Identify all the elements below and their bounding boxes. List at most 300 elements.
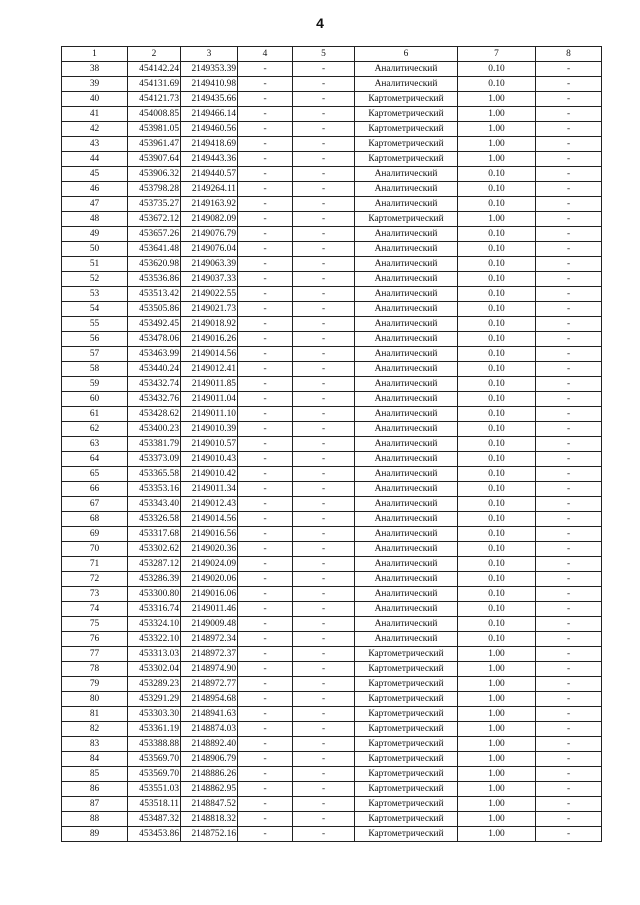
- y-coordinate-cell: 2149443.36: [181, 152, 238, 167]
- table-row: [62, 212, 602, 227]
- accuracy-cell: 0.10: [458, 632, 536, 647]
- col4-cell: -: [238, 707, 293, 722]
- col4-cell: -: [238, 257, 293, 272]
- x-coordinate-cell: 453353.16: [128, 482, 181, 497]
- col8-cell: -: [536, 737, 602, 752]
- table-row: [62, 482, 602, 497]
- method-cell: Картометрический: [355, 737, 458, 752]
- method-cell: Аналитический: [355, 362, 458, 377]
- col5-cell: -: [293, 662, 355, 677]
- y-coordinate-cell: 2149021.73: [181, 302, 238, 317]
- accuracy-cell: 1.00: [458, 797, 536, 812]
- accuracy-cell: 0.10: [458, 62, 536, 77]
- method-cell: Аналитический: [355, 542, 458, 557]
- col5-cell: -: [293, 302, 355, 317]
- col8-cell: -: [536, 107, 602, 122]
- point-number-cell: 84: [62, 752, 128, 767]
- point-number-cell: 62: [62, 422, 128, 437]
- col5-cell: -: [293, 107, 355, 122]
- y-coordinate-cell: 2148972.37: [181, 647, 238, 662]
- y-coordinate-cell: 2149011.46: [181, 602, 238, 617]
- col5-cell: -: [293, 482, 355, 497]
- y-coordinate-cell: 2149353.39: [181, 62, 238, 77]
- accuracy-cell: 0.10: [458, 392, 536, 407]
- accuracy-cell: 0.10: [458, 587, 536, 602]
- col8-cell: -: [536, 317, 602, 332]
- y-coordinate-cell: 2149024.09: [181, 557, 238, 572]
- col4-cell: -: [238, 632, 293, 647]
- col4-cell: -: [238, 77, 293, 92]
- x-coordinate-cell: 453551.03: [128, 782, 181, 797]
- accuracy-cell: 0.10: [458, 287, 536, 302]
- y-coordinate-cell: 2149418.69: [181, 137, 238, 152]
- y-coordinate-cell: 2149440.57: [181, 167, 238, 182]
- y-coordinate-cell: 2149163.92: [181, 197, 238, 212]
- col4-cell: -: [238, 602, 293, 617]
- point-number-cell: 79: [62, 677, 128, 692]
- col5-cell: -: [293, 557, 355, 572]
- point-number-cell: 40: [62, 92, 128, 107]
- col8-cell: -: [536, 167, 602, 182]
- x-coordinate-cell: 453492.45: [128, 317, 181, 332]
- accuracy-cell: 1.00: [458, 707, 536, 722]
- x-coordinate-cell: 453463.99: [128, 347, 181, 362]
- method-cell: Аналитический: [355, 482, 458, 497]
- point-number-cell: 50: [62, 242, 128, 257]
- method-cell: Аналитический: [355, 227, 458, 242]
- point-number-cell: 39: [62, 77, 128, 92]
- col5-cell: -: [293, 602, 355, 617]
- accuracy-cell: 0.10: [458, 272, 536, 287]
- table-row: [62, 62, 602, 77]
- table-row: [62, 752, 602, 767]
- col8-cell: -: [536, 812, 602, 827]
- method-cell: Картометрический: [355, 92, 458, 107]
- method-cell: Аналитический: [355, 527, 458, 542]
- table-row: [62, 242, 602, 257]
- col5-cell: -: [293, 572, 355, 587]
- accuracy-cell: 0.10: [458, 452, 536, 467]
- y-coordinate-cell: 2148818.32: [181, 812, 238, 827]
- method-cell: Аналитический: [355, 437, 458, 452]
- col8-cell: -: [536, 647, 602, 662]
- table-row: [62, 227, 602, 242]
- table-row: [62, 182, 602, 197]
- col5-cell: -: [293, 497, 355, 512]
- col4-cell: -: [238, 662, 293, 677]
- point-number-cell: 43: [62, 137, 128, 152]
- y-coordinate-cell: 2149022.55: [181, 287, 238, 302]
- accuracy-cell: 0.10: [458, 257, 536, 272]
- accuracy-cell: 1.00: [458, 662, 536, 677]
- method-cell: Картометрический: [355, 107, 458, 122]
- y-coordinate-cell: 2148847.52: [181, 797, 238, 812]
- table-row: [62, 77, 602, 92]
- col8-cell: -: [536, 617, 602, 632]
- x-coordinate-cell: 453343.40: [128, 497, 181, 512]
- col4-cell: -: [238, 737, 293, 752]
- point-number-cell: 38: [62, 62, 128, 77]
- column-header-4: 4: [238, 47, 293, 62]
- x-coordinate-cell: 454008.85: [128, 107, 181, 122]
- point-number-cell: 69: [62, 527, 128, 542]
- x-coordinate-cell: 453620.98: [128, 257, 181, 272]
- col5-cell: -: [293, 407, 355, 422]
- point-number-cell: 82: [62, 722, 128, 737]
- x-coordinate-cell: 453302.04: [128, 662, 181, 677]
- col4-cell: -: [238, 212, 293, 227]
- point-number-cell: 59: [62, 377, 128, 392]
- col4-cell: -: [238, 797, 293, 812]
- col8-cell: -: [536, 62, 602, 77]
- table-row: [62, 617, 602, 632]
- col5-cell: -: [293, 137, 355, 152]
- y-coordinate-cell: 2149014.56: [181, 512, 238, 527]
- col4-cell: -: [238, 317, 293, 332]
- col5-cell: -: [293, 212, 355, 227]
- table-row: [62, 422, 602, 437]
- table-row: [62, 602, 602, 617]
- table-row: [62, 572, 602, 587]
- col8-cell: -: [536, 467, 602, 482]
- col4-cell: -: [238, 467, 293, 482]
- table-row: [62, 827, 602, 842]
- accuracy-cell: 1.00: [458, 647, 536, 662]
- x-coordinate-cell: 453365.58: [128, 467, 181, 482]
- method-cell: Картометрический: [355, 152, 458, 167]
- col8-cell: -: [536, 827, 602, 842]
- accuracy-cell: 0.10: [458, 317, 536, 332]
- method-cell: Аналитический: [355, 572, 458, 587]
- accuracy-cell: 0.10: [458, 437, 536, 452]
- col8-cell: -: [536, 527, 602, 542]
- col4-cell: -: [238, 677, 293, 692]
- point-number-cell: 86: [62, 782, 128, 797]
- col5-cell: -: [293, 542, 355, 557]
- table-row: [62, 782, 602, 797]
- x-coordinate-cell: 453907.64: [128, 152, 181, 167]
- point-number-cell: 88: [62, 812, 128, 827]
- table-row: [62, 332, 602, 347]
- y-coordinate-cell: 2149264.11: [181, 182, 238, 197]
- x-coordinate-cell: 453432.74: [128, 377, 181, 392]
- method-cell: Картометрический: [355, 212, 458, 227]
- point-number-cell: 67: [62, 497, 128, 512]
- method-cell: Аналитический: [355, 407, 458, 422]
- y-coordinate-cell: 2149063.39: [181, 257, 238, 272]
- x-coordinate-cell: 453569.70: [128, 752, 181, 767]
- col5-cell: -: [293, 197, 355, 212]
- col8-cell: -: [536, 332, 602, 347]
- table-row: [62, 662, 602, 677]
- point-number-cell: 80: [62, 692, 128, 707]
- col8-cell: -: [536, 482, 602, 497]
- accuracy-cell: 0.10: [458, 542, 536, 557]
- point-number-cell: 49: [62, 227, 128, 242]
- col8-cell: -: [536, 122, 602, 137]
- col5-cell: -: [293, 722, 355, 737]
- col8-cell: -: [536, 197, 602, 212]
- table-row: [62, 797, 602, 812]
- y-coordinate-cell: 2149018.92: [181, 317, 238, 332]
- method-cell: Картометрический: [355, 677, 458, 692]
- col8-cell: -: [536, 377, 602, 392]
- col5-cell: -: [293, 797, 355, 812]
- col4-cell: -: [238, 92, 293, 107]
- method-cell: Аналитический: [355, 557, 458, 572]
- x-coordinate-cell: 453672.12: [128, 212, 181, 227]
- col5-cell: -: [293, 122, 355, 137]
- method-cell: Аналитический: [355, 587, 458, 602]
- col8-cell: -: [536, 362, 602, 377]
- col4-cell: -: [238, 122, 293, 137]
- y-coordinate-cell: 2149011.04: [181, 392, 238, 407]
- y-coordinate-cell: 2149410.98: [181, 77, 238, 92]
- x-coordinate-cell: 453657.26: [128, 227, 181, 242]
- y-coordinate-cell: 2149460.56: [181, 122, 238, 137]
- col5-cell: -: [293, 347, 355, 362]
- y-coordinate-cell: 2149010.57: [181, 437, 238, 452]
- point-number-cell: 58: [62, 362, 128, 377]
- table-row: [62, 392, 602, 407]
- accuracy-cell: 1.00: [458, 92, 536, 107]
- col4-cell: -: [238, 527, 293, 542]
- col4-cell: -: [238, 692, 293, 707]
- method-cell: Картометрический: [355, 752, 458, 767]
- col4-cell: -: [238, 572, 293, 587]
- table-row: [62, 272, 602, 287]
- method-cell: Аналитический: [355, 602, 458, 617]
- col5-cell: -: [293, 707, 355, 722]
- y-coordinate-cell: 2149011.34: [181, 482, 238, 497]
- y-coordinate-cell: 2148752.16: [181, 827, 238, 842]
- col8-cell: -: [536, 302, 602, 317]
- y-coordinate-cell: 2148972.77: [181, 677, 238, 692]
- col4-cell: -: [238, 197, 293, 212]
- y-coordinate-cell: 2149076.79: [181, 227, 238, 242]
- col4-cell: -: [238, 542, 293, 557]
- col5-cell: -: [293, 92, 355, 107]
- col5-cell: -: [293, 257, 355, 272]
- accuracy-cell: 0.10: [458, 182, 536, 197]
- y-coordinate-cell: 2149009.48: [181, 617, 238, 632]
- accuracy-cell: 0.10: [458, 527, 536, 542]
- y-coordinate-cell: 2149010.43: [181, 452, 238, 467]
- accuracy-cell: 1.00: [458, 107, 536, 122]
- col8-cell: -: [536, 182, 602, 197]
- table-row: [62, 692, 602, 707]
- method-cell: Аналитический: [355, 257, 458, 272]
- col5-cell: -: [293, 677, 355, 692]
- y-coordinate-cell: 2149010.42: [181, 467, 238, 482]
- y-coordinate-cell: 2148954.68: [181, 692, 238, 707]
- method-cell: Аналитический: [355, 512, 458, 527]
- accuracy-cell: 0.10: [458, 377, 536, 392]
- x-coordinate-cell: 454121.73: [128, 92, 181, 107]
- x-coordinate-cell: 453302.62: [128, 542, 181, 557]
- point-number-cell: 55: [62, 317, 128, 332]
- table-row: [62, 347, 602, 362]
- col4-cell: -: [238, 452, 293, 467]
- col4-cell: -: [238, 722, 293, 737]
- y-coordinate-cell: 2148972.34: [181, 632, 238, 647]
- y-coordinate-cell: 2149020.36: [181, 542, 238, 557]
- method-cell: Аналитический: [355, 317, 458, 332]
- y-coordinate-cell: 2148886.26: [181, 767, 238, 782]
- col8-cell: -: [536, 212, 602, 227]
- point-number-cell: 61: [62, 407, 128, 422]
- table-row: [62, 557, 602, 572]
- table-row: [62, 137, 602, 152]
- column-header-1: 1: [62, 47, 128, 62]
- col5-cell: -: [293, 587, 355, 602]
- col5-cell: -: [293, 272, 355, 287]
- method-cell: Аналитический: [355, 197, 458, 212]
- col8-cell: -: [536, 257, 602, 272]
- accuracy-cell: 1.00: [458, 722, 536, 737]
- accuracy-cell: 1.00: [458, 692, 536, 707]
- method-cell: Картометрический: [355, 722, 458, 737]
- accuracy-cell: 0.10: [458, 482, 536, 497]
- method-cell: Аналитический: [355, 332, 458, 347]
- accuracy-cell: 0.10: [458, 407, 536, 422]
- x-coordinate-cell: 453373.09: [128, 452, 181, 467]
- table-row: [62, 497, 602, 512]
- point-number-cell: 78: [62, 662, 128, 677]
- method-cell: Картометрический: [355, 797, 458, 812]
- point-number-cell: 70: [62, 542, 128, 557]
- point-number-cell: 60: [62, 392, 128, 407]
- point-number-cell: 72: [62, 572, 128, 587]
- col8-cell: -: [536, 272, 602, 287]
- table-row: [62, 287, 602, 302]
- col4-cell: -: [238, 362, 293, 377]
- point-number-cell: 65: [62, 467, 128, 482]
- accuracy-cell: 1.00: [458, 752, 536, 767]
- method-cell: Аналитический: [355, 62, 458, 77]
- accuracy-cell: 0.10: [458, 332, 536, 347]
- x-coordinate-cell: 453432.76: [128, 392, 181, 407]
- accuracy-cell: 1.00: [458, 782, 536, 797]
- method-cell: Картометрический: [355, 122, 458, 137]
- point-number-cell: 74: [62, 602, 128, 617]
- col4-cell: -: [238, 407, 293, 422]
- table-row: [62, 542, 602, 557]
- point-number-cell: 76: [62, 632, 128, 647]
- col4-cell: -: [238, 287, 293, 302]
- accuracy-cell: 0.10: [458, 572, 536, 587]
- point-number-cell: 66: [62, 482, 128, 497]
- col5-cell: -: [293, 422, 355, 437]
- x-coordinate-cell: 453536.86: [128, 272, 181, 287]
- col8-cell: -: [536, 512, 602, 527]
- table-row: [62, 302, 602, 317]
- point-number-cell: 64: [62, 452, 128, 467]
- x-coordinate-cell: 453291.29: [128, 692, 181, 707]
- col4-cell: -: [238, 347, 293, 362]
- accuracy-cell: 1.00: [458, 737, 536, 752]
- point-number-cell: 47: [62, 197, 128, 212]
- col5-cell: -: [293, 152, 355, 167]
- accuracy-cell: 0.10: [458, 197, 536, 212]
- col8-cell: -: [536, 797, 602, 812]
- col5-cell: -: [293, 467, 355, 482]
- point-number-cell: 57: [62, 347, 128, 362]
- col5-cell: -: [293, 647, 355, 662]
- x-coordinate-cell: 453361.19: [128, 722, 181, 737]
- col8-cell: -: [536, 767, 602, 782]
- accuracy-cell: 0.10: [458, 557, 536, 572]
- table-row: [62, 707, 602, 722]
- col5-cell: -: [293, 377, 355, 392]
- table-row: [62, 767, 602, 782]
- method-cell: Аналитический: [355, 287, 458, 302]
- method-cell: Аналитический: [355, 272, 458, 287]
- point-number-cell: 53: [62, 287, 128, 302]
- column-header-6: 6: [355, 47, 458, 62]
- col5-cell: -: [293, 317, 355, 332]
- table-row: [62, 407, 602, 422]
- y-coordinate-cell: 2149012.41: [181, 362, 238, 377]
- method-cell: Аналитический: [355, 167, 458, 182]
- col4-cell: -: [238, 227, 293, 242]
- method-cell: Аналитический: [355, 302, 458, 317]
- page-number: 4: [316, 15, 324, 31]
- col4-cell: -: [238, 752, 293, 767]
- col4-cell: -: [238, 647, 293, 662]
- col4-cell: -: [238, 422, 293, 437]
- x-coordinate-cell: 453440.24: [128, 362, 181, 377]
- accuracy-cell: 0.10: [458, 227, 536, 242]
- col8-cell: -: [536, 407, 602, 422]
- y-coordinate-cell: 2148892.40: [181, 737, 238, 752]
- method-cell: Картометрический: [355, 782, 458, 797]
- point-number-cell: 75: [62, 617, 128, 632]
- col8-cell: -: [536, 572, 602, 587]
- method-cell: Картометрический: [355, 812, 458, 827]
- accuracy-cell: 0.10: [458, 362, 536, 377]
- col8-cell: -: [536, 452, 602, 467]
- table-row: [62, 152, 602, 167]
- col5-cell: -: [293, 362, 355, 377]
- accuracy-cell: 0.10: [458, 347, 536, 362]
- accuracy-cell: 1.00: [458, 137, 536, 152]
- table-row: [62, 632, 602, 647]
- accuracy-cell: 0.10: [458, 242, 536, 257]
- accuracy-cell: 0.10: [458, 167, 536, 182]
- point-number-cell: 52: [62, 272, 128, 287]
- col4-cell: -: [238, 617, 293, 632]
- y-coordinate-cell: 2149010.39: [181, 422, 238, 437]
- col5-cell: -: [293, 62, 355, 77]
- col4-cell: -: [238, 512, 293, 527]
- column-header-3: 3: [181, 47, 238, 62]
- x-coordinate-cell: 453981.05: [128, 122, 181, 137]
- table-row: [62, 722, 602, 737]
- table-row: [62, 437, 602, 452]
- x-coordinate-cell: 453388.88: [128, 737, 181, 752]
- col4-cell: -: [238, 587, 293, 602]
- col5-cell: -: [293, 452, 355, 467]
- col8-cell: -: [536, 602, 602, 617]
- col5-cell: -: [293, 767, 355, 782]
- point-number-cell: 48: [62, 212, 128, 227]
- method-cell: Аналитический: [355, 377, 458, 392]
- x-coordinate-cell: 453286.39: [128, 572, 181, 587]
- method-cell: Картометрический: [355, 692, 458, 707]
- point-number-cell: 71: [62, 557, 128, 572]
- point-number-cell: 89: [62, 827, 128, 842]
